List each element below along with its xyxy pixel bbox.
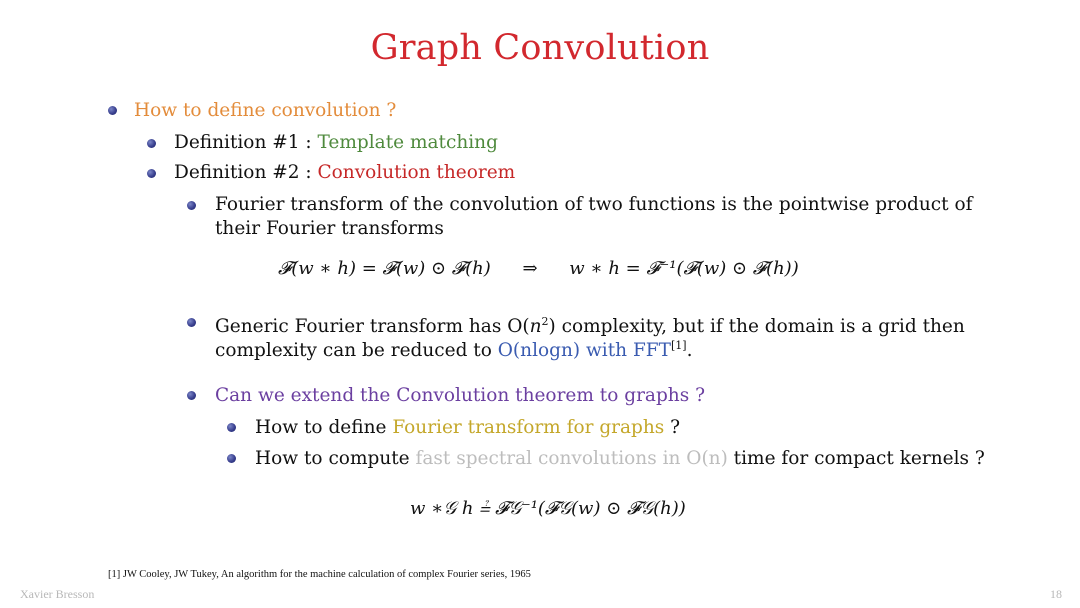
generic-sup-2: 2 bbox=[541, 315, 549, 328]
page-number: 18 bbox=[1050, 587, 1062, 601]
author-name: Xavier Bresson bbox=[20, 587, 95, 601]
bullet-icon bbox=[227, 423, 236, 432]
generic-text-b: ) complexity, but if the domain is a grid then bbox=[548, 316, 965, 338]
definition-1-prefix: Definition #1 : bbox=[174, 132, 318, 153]
question-how-define-fourier bbox=[255, 416, 680, 440]
fourier-graphs-highlight: Fourier transform for graphs bbox=[392, 417, 665, 438]
equation-1-left: 𝓕(w ∗ h) = 𝓕(w) ⊙ 𝓕(h) bbox=[278, 258, 491, 279]
bullet-icon bbox=[147, 139, 156, 148]
equation-convolution-theorem bbox=[278, 258, 799, 279]
definition-2 bbox=[174, 161, 515, 185]
fast-spectral-highlight: fast spectral convolutions in O(n) bbox=[415, 448, 728, 469]
bullet-icon bbox=[108, 106, 117, 115]
definition-2-prefix: Definition #2 : bbox=[174, 162, 318, 183]
generic-line-2-text: complexity can be reduced to bbox=[215, 340, 498, 362]
generic-var-n: n bbox=[529, 316, 542, 338]
equation-1-right: w ∗ h = 𝓕⁻¹(𝓕(w) ⊙ 𝓕(h)) bbox=[569, 258, 799, 279]
question-extend-to-graphs: Can we extend the Convolution theorem to graphs ? bbox=[215, 385, 706, 406]
how-define-suffix: ? bbox=[664, 417, 681, 438]
definition-1 bbox=[174, 131, 498, 155]
how-define-prefix: How to define bbox=[255, 417, 393, 438]
question-how-define-convolution: How to define convolution ? bbox=[134, 100, 397, 121]
generic-text-a: Generic Fourier transform has O( bbox=[215, 316, 530, 338]
generic-line-2-end: . bbox=[686, 340, 693, 362]
question-how-compute bbox=[255, 447, 985, 471]
definition-2-highlight: Convolution theorem bbox=[317, 162, 516, 183]
fourier-statement-line-2: their Fourier transforms bbox=[215, 218, 444, 239]
bullet-icon bbox=[187, 318, 196, 327]
footnote-reference: [1] JW Cooley, JW Tukey, An algorithm for the machine calculation of complex Fourier series, 1965 bbox=[108, 569, 531, 580]
bullet-icon bbox=[187, 201, 196, 210]
bullet-icon bbox=[147, 169, 156, 178]
generic-fourier-line-2 bbox=[215, 334, 692, 363]
slide-title: Graph Convolution bbox=[370, 28, 710, 68]
how-compute-prefix: How to compute bbox=[255, 448, 416, 469]
bullet-icon bbox=[227, 454, 236, 463]
fft-complexity-highlight: O(nlogn) with FFT bbox=[497, 340, 671, 362]
citation-ref: [1] bbox=[670, 339, 687, 352]
definition-1-highlight: Template matching bbox=[317, 132, 498, 153]
implies-arrow: ⇒ bbox=[522, 258, 538, 279]
bullet-icon bbox=[187, 391, 196, 400]
equation-graph-convolution: w ∗𝒢 h ≟ 𝓕𝒢⁻¹(𝓕𝒢(w) ⊙ 𝓕𝒢(h)) bbox=[410, 498, 686, 519]
fourier-statement-line-1: Fourier transform of the convolution of two functions is the pointwise product of bbox=[215, 194, 973, 215]
how-compute-suffix: time for compact kernels ? bbox=[727, 448, 985, 469]
